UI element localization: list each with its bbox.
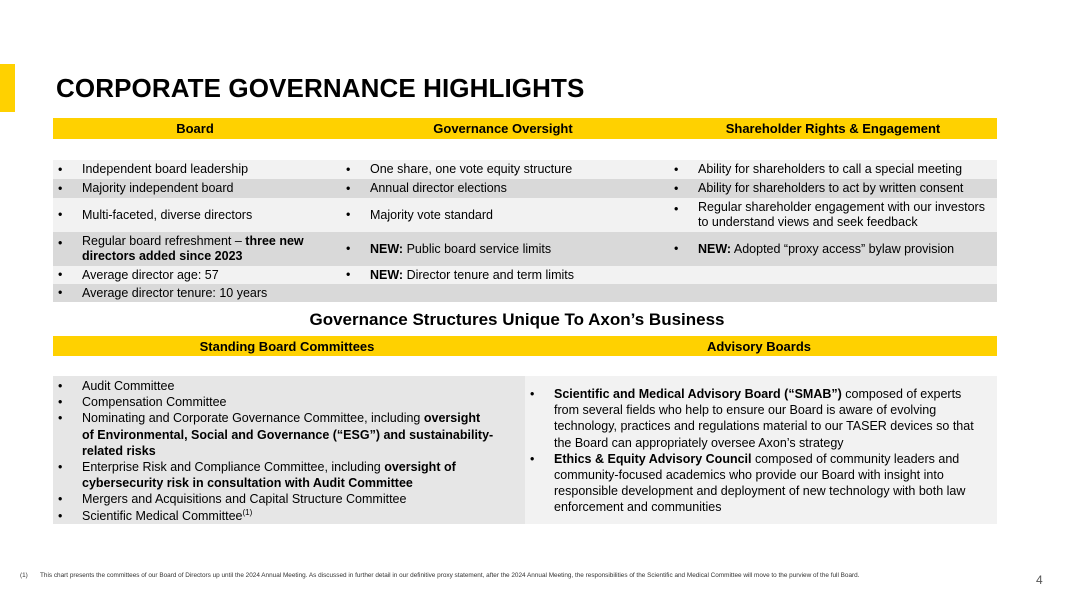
- accent-bar: [0, 64, 15, 112]
- header-shareholder-rights: Shareholder Rights & Engagement: [725, 121, 941, 136]
- board-cell: [53, 266, 341, 284]
- bullet: •: [674, 181, 679, 195]
- cell-text: Independent board leadership: [82, 162, 249, 176]
- bullet: •: [58, 162, 63, 176]
- governance-cell: [341, 284, 669, 302]
- bullet: •: [58, 181, 63, 195]
- governance-cell: [341, 179, 669, 198]
- board-cell: [53, 198, 341, 232]
- board-cell: [53, 284, 341, 302]
- bullet: •: [58, 285, 63, 300]
- cell-text: Average director age: 57: [82, 267, 219, 282]
- list-item: [53, 378, 495, 394]
- board-cell: [53, 232, 341, 266]
- table-row: [53, 160, 997, 179]
- cell-text: One share, one vote equity structure: [370, 162, 573, 176]
- cell-text: Average director tenure: 10 years: [82, 285, 268, 300]
- cell-text: Regular shareholder engagement with our investors to understand views and seek feedback: [698, 200, 985, 229]
- bullet: •: [58, 508, 63, 523]
- footnote-text: This chart presents the committees of our Board of Directors up until the 2024 Annual Meeting. As discussed in further detail in our definitive proxy statement, after the 2024 Annual Meeting, the responsibilities of the Scientific and Medical Committee will move to the purview of the full Board.: [40, 572, 860, 579]
- committee-text: Enterprise Risk and Compliance Committee, including: [82, 460, 385, 475]
- bullet: •: [530, 387, 535, 401]
- cell-bold-text: three new directors added since 2023: [82, 234, 304, 263]
- header-advisory-boards: Advisory Boards: [706, 338, 812, 354]
- bullet: •: [58, 460, 63, 475]
- bullet: •: [58, 236, 63, 250]
- shareholder-cell: [669, 198, 997, 232]
- list-item: [53, 491, 495, 507]
- bullet: •: [530, 451, 535, 466]
- committee-text: Compensation Committee: [82, 395, 227, 410]
- bullet: •: [346, 181, 351, 195]
- bullet: •: [674, 241, 679, 256]
- advisory-text: composed of community leaders and community-focused academics who provide our Board with insight into responsible development and deployment of new technology with both law enforcement and communities: [554, 451, 966, 515]
- cell-text: Majority independent board: [82, 181, 234, 195]
- footnote-reference: (1): [242, 507, 253, 517]
- bullet: •: [346, 207, 351, 222]
- section-title: Governance Structures Unique To Axon’s Business: [309, 310, 725, 329]
- list-item: [525, 386, 983, 451]
- advisory-name: Scientific and Medical Advisory Board (“SMAB”): [554, 387, 842, 401]
- new-label: NEW:: [370, 241, 404, 256]
- cell-text: Director tenure and term limits: [403, 267, 574, 282]
- list-item: [525, 451, 983, 516]
- table-row: [53, 284, 997, 302]
- cell-text: Public board service limits: [403, 241, 552, 256]
- advisory-panel: [525, 376, 997, 524]
- committee-text: Mergers and Acquisitions and Capital Structure Committee: [82, 492, 407, 507]
- new-label: NEW:: [370, 267, 404, 282]
- advisory-text: composed of experts from several fields who help to ensure our Board is aware of evolving technology, practices and regulations material to our TASER devices so that the Board can appropriately oversee Axon’s strategy: [554, 387, 974, 450]
- list-item: [53, 410, 495, 459]
- advisory-list: [525, 386, 983, 516]
- new-label: NEW:: [698, 241, 732, 256]
- board-cell: [53, 160, 341, 179]
- bullet: •: [346, 267, 351, 282]
- shareholder-cell: [669, 179, 997, 198]
- cell-text: Adopted “proxy access” bylaw provision: [731, 241, 955, 256]
- bullet: •: [674, 202, 679, 216]
- governance-cell: [341, 266, 669, 284]
- board-cell: [53, 179, 341, 198]
- committees-panel: [53, 376, 525, 524]
- cell-text: Majority vote standard: [370, 207, 493, 222]
- committee-bold-text: oversight of Environmental, Social and Governance (“ESG”) and sustainability-related risks: [82, 411, 494, 458]
- bullet: •: [58, 492, 63, 507]
- footnote-marker: (1): [20, 572, 28, 579]
- bullet: •: [58, 267, 63, 282]
- committee-text: Audit Committee: [82, 379, 175, 393]
- governance-cell: [341, 198, 669, 232]
- committee-bold-text: oversight of cybersecurity risk in consultation with Audit Committee: [82, 460, 456, 491]
- cell-text: Annual director elections: [370, 181, 507, 195]
- committee-text: Scientific Medical Committee: [82, 508, 243, 523]
- page-number: 4: [1036, 573, 1043, 587]
- list-item: [53, 394, 495, 410]
- committee-text: Nominating and Corporate Governance Committee, including: [82, 411, 424, 426]
- table-row: [53, 232, 997, 266]
- shareholder-cell: [669, 160, 997, 179]
- table-row: [53, 198, 997, 232]
- header-board: Board: [176, 121, 214, 136]
- governance-cell: [341, 160, 669, 179]
- shareholder-cell: [669, 232, 997, 266]
- header-governance-oversight: Governance Oversight: [433, 121, 573, 136]
- shareholder-cell: [669, 266, 997, 284]
- bullet: •: [58, 395, 63, 410]
- bullet: •: [674, 162, 679, 176]
- list-item: [53, 459, 495, 491]
- advisory-name: Ethics & Equity Advisory Council: [554, 451, 752, 466]
- cell-text: Multi-faceted, diverse directors: [82, 207, 253, 222]
- bullet: •: [346, 241, 351, 256]
- table-row: [53, 266, 997, 284]
- bullet: •: [58, 379, 63, 393]
- cell-text: Regular board refreshment –: [82, 234, 246, 248]
- footnote: [20, 572, 860, 579]
- governance-table-header: [53, 118, 997, 139]
- list-item: [53, 508, 495, 524]
- governance-cell: [341, 232, 669, 266]
- cell-text: Ability for shareholders to act by written consent: [698, 181, 964, 195]
- page-title: CORPORATE GOVERNANCE HIGHLIGHTS: [56, 73, 585, 103]
- bullet: •: [58, 207, 63, 222]
- bullet: •: [58, 411, 63, 426]
- cell-text: Ability for shareholders to call a special meeting: [698, 162, 963, 176]
- header-standing-committees: Standing Board Committees: [199, 338, 375, 354]
- structures-header: [53, 336, 997, 356]
- shareholder-cell: [669, 284, 997, 302]
- table-row: [53, 179, 997, 198]
- bullet: •: [346, 162, 351, 176]
- committees-list: [53, 378, 495, 524]
